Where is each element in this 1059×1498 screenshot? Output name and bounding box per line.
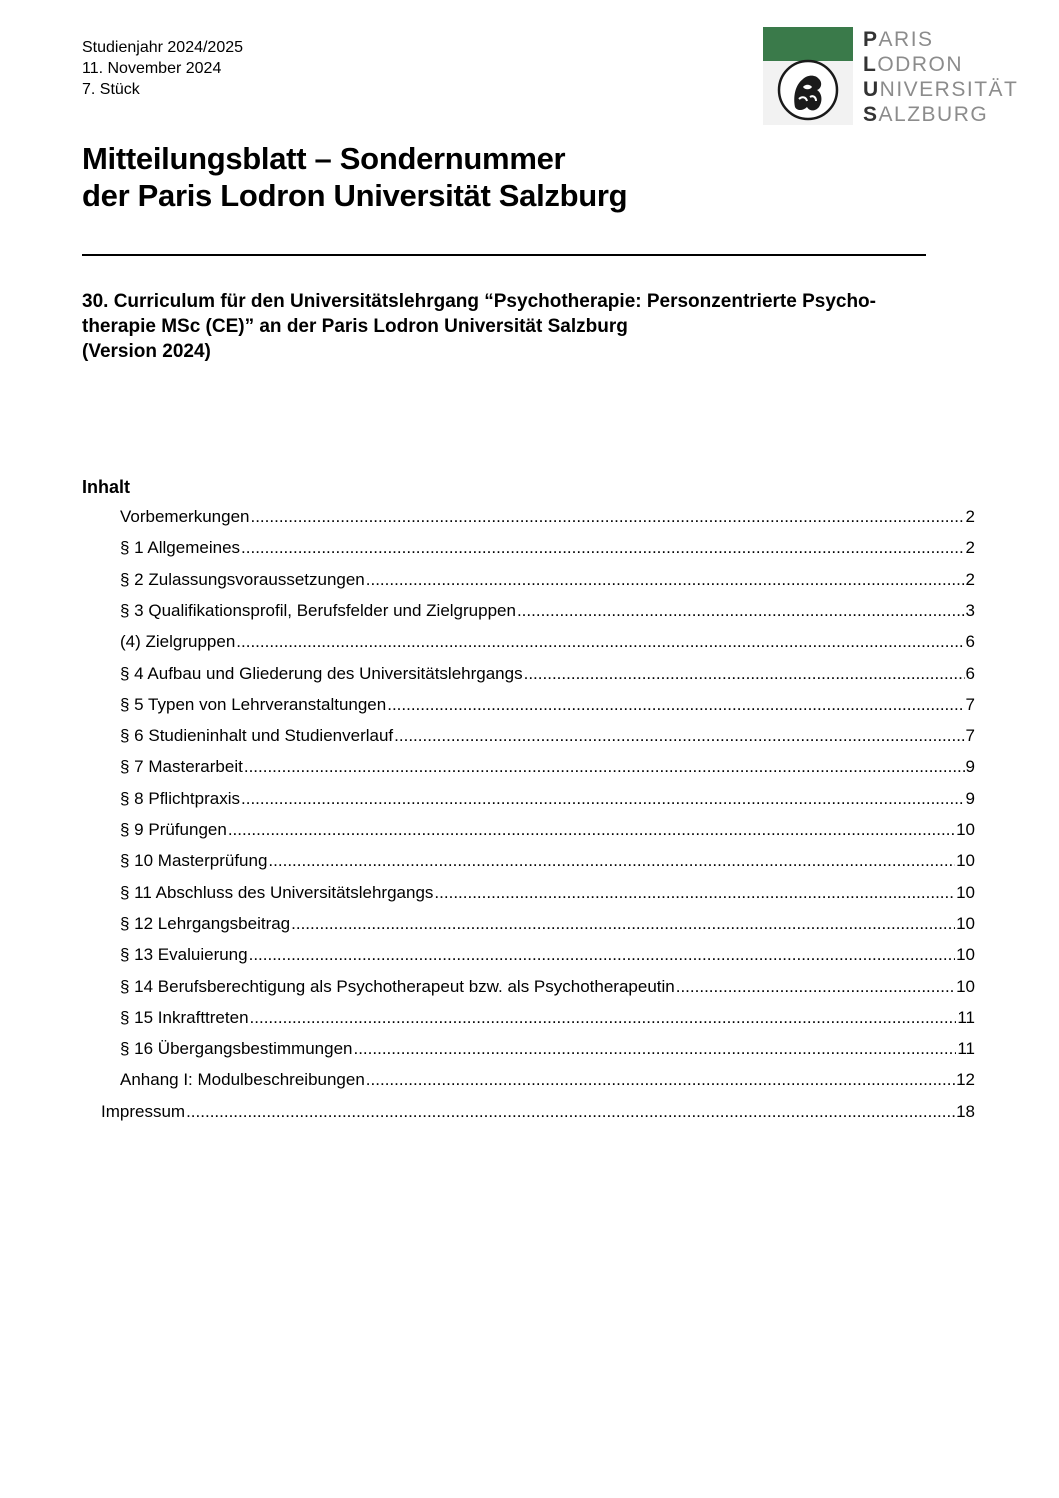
toc-leader-dots: [241, 789, 965, 809]
title-divider: [82, 254, 926, 256]
logo-line-salzburg: SALZBURG: [863, 103, 989, 126]
toc-entry-page: 10: [956, 977, 975, 996]
toc-entry[interactable]: [120, 883, 975, 907]
toc-heading: Inhalt: [82, 477, 130, 497]
toc-entry-label: § 7 Masterarbeit: [120, 757, 243, 776]
toc-leader-dots: [676, 977, 955, 997]
toc-entry-page: 7: [965, 695, 975, 714]
curriculum-title-line-3: (Version 2024): [82, 341, 211, 362]
curriculum-title-line-1: 30. Curriculum für den Universitätslehrgang “Psychotherapie: Personzentrierte Psycho-: [82, 291, 876, 312]
toc-entry-label: § 10 Masterprüfung: [120, 851, 268, 870]
toc-entry-label: § 2 Zulassungsvoraussetzungen: [120, 570, 365, 589]
curriculum-title: [82, 289, 982, 364]
toc-leader-dots: [236, 632, 964, 652]
toc-entry-label: § 13 Evaluierung: [120, 945, 248, 964]
toc-entry-label: § 4 Aufbau und Gliederung des Universitätslehrgangs: [120, 664, 523, 683]
toc-entry-page: 10: [956, 883, 975, 902]
toc-leader-dots: [250, 507, 964, 527]
toc-leader-dots: [394, 726, 964, 746]
toc-entry-label: § 5 Typen von Lehrveranstaltungen: [120, 695, 387, 714]
toc-entry[interactable]: [120, 1008, 975, 1032]
academic-year: Studienjahr 2024/2025: [82, 39, 244, 56]
toc-entry[interactable]: [120, 789, 975, 813]
toc-entry-label: § 11 Abschluss des Universitätslehrgangs: [120, 883, 434, 902]
toc-entry[interactable]: [120, 664, 975, 688]
toc-leader-dots: [524, 664, 965, 684]
toc-entry[interactable]: [120, 507, 975, 531]
toc-entry-page: 3: [965, 601, 975, 620]
toc-leader-dots: [268, 851, 955, 871]
toc-entry-label: § 14 Berufsberechtigung als Psychotherapeut bzw. als Psychotherapeutin: [120, 977, 675, 996]
logo-line-lodron: LODRON: [863, 53, 963, 76]
toc-entry[interactable]: [120, 1070, 975, 1094]
logo-emblem: [763, 27, 853, 125]
toc-entry-page: 10: [956, 851, 975, 870]
toc-entry[interactable]: [120, 726, 975, 750]
toc-leader-dots: [250, 1008, 957, 1028]
toc-entry[interactable]: [120, 977, 975, 1001]
toc-leader-dots: [228, 820, 955, 840]
toc-entry[interactable]: [120, 695, 975, 719]
lion-crest-icon: [777, 57, 839, 123]
toc-entry-label: § 15 Inkrafttreten: [120, 1008, 249, 1027]
page-title-line-1: Mitteilungsblatt – Sondernummer: [82, 141, 566, 176]
toc-entry[interactable]: [120, 851, 975, 875]
toc-entry-page: 10: [956, 914, 975, 933]
logo-wordmark: [863, 27, 1018, 127]
toc-entry-page: 2: [965, 538, 975, 557]
toc-entry[interactable]: [120, 757, 975, 781]
toc-entry-page: 11: [957, 1039, 975, 1058]
issue-date: 11. November 2024: [82, 60, 222, 77]
toc-entry-page: 10: [956, 820, 975, 839]
toc-entry-label: § 16 Übergangsbestimmungen: [120, 1039, 353, 1058]
toc-entry-page: 12: [956, 1070, 975, 1089]
toc-entry-label: § 6 Studieninhalt und Studienverlauf: [120, 726, 394, 745]
toc-entry-page: 7: [965, 726, 975, 745]
toc-entry-label: Impressum: [101, 1102, 186, 1121]
university-logo: [763, 27, 1023, 127]
toc-leader-dots: [241, 538, 965, 558]
logo-line-paris: PARIS: [863, 28, 934, 51]
toc-entry-page: 6: [965, 664, 975, 683]
toc-entry[interactable]: [120, 914, 975, 938]
toc-entry-label: Anhang I: Modulbeschreibungen: [120, 1070, 365, 1089]
toc-entry-page: 2: [965, 507, 975, 526]
page-title: [82, 140, 627, 214]
toc-entry-label: (4) Zielgruppen: [120, 632, 236, 651]
toc-entry[interactable]: [120, 945, 975, 969]
issue-meta: [82, 37, 243, 100]
toc-entry-page: 11: [957, 1008, 975, 1027]
toc-entry-page: 9: [965, 789, 975, 808]
toc-leader-dots: [249, 945, 955, 965]
issue-number: 7. Stück: [82, 81, 140, 98]
toc-entry-label: Vorbemerkungen: [120, 507, 250, 526]
toc-entry-label: § 9 Prüfungen: [120, 820, 227, 839]
toc-leader-dots: [353, 1039, 956, 1059]
toc-entry-page: 6: [965, 632, 975, 651]
toc-entry-label: § 3 Qualifikationsprofil, Berufsfelder und Zielgruppen: [120, 601, 516, 620]
toc-leader-dots: [291, 914, 955, 934]
toc-entry-page: 10: [956, 945, 975, 964]
toc-entry[interactable]: [120, 601, 975, 625]
toc-entry[interactable]: [120, 632, 975, 656]
toc-entry-page: 9: [965, 757, 975, 776]
toc-entry-label: § 1 Allgemeines: [120, 538, 241, 557]
toc-entry-label: § 8 Pflichtpraxis: [120, 789, 240, 808]
toc-entry[interactable]: [101, 1102, 975, 1126]
toc-leader-dots: [366, 570, 965, 590]
toc-leader-dots: [387, 695, 964, 715]
logo-line-universitaet: UNIVERSITÄT: [863, 78, 1019, 101]
toc-leader-dots: [366, 1070, 955, 1090]
toc-entry[interactable]: [120, 538, 975, 562]
curriculum-title-line-2: therapie MSc (CE)” an der Paris Lodron Universität Salzburg: [82, 316, 628, 337]
toc-entry[interactable]: [120, 820, 975, 844]
toc-leader-dots: [244, 757, 965, 777]
toc-entry-page: 2: [965, 570, 975, 589]
toc-entry[interactable]: [120, 570, 975, 594]
toc-entry-label: § 12 Lehrgangsbeitrag: [120, 914, 291, 933]
page-title-line-2: der Paris Lodron Universität Salzburg: [82, 178, 628, 213]
toc-entry[interactable]: [120, 1039, 975, 1063]
toc-leader-dots: [517, 601, 965, 621]
toc-entry-page: 18: [956, 1102, 975, 1121]
toc-leader-dots: [186, 1102, 955, 1122]
toc-leader-dots: [434, 883, 955, 903]
